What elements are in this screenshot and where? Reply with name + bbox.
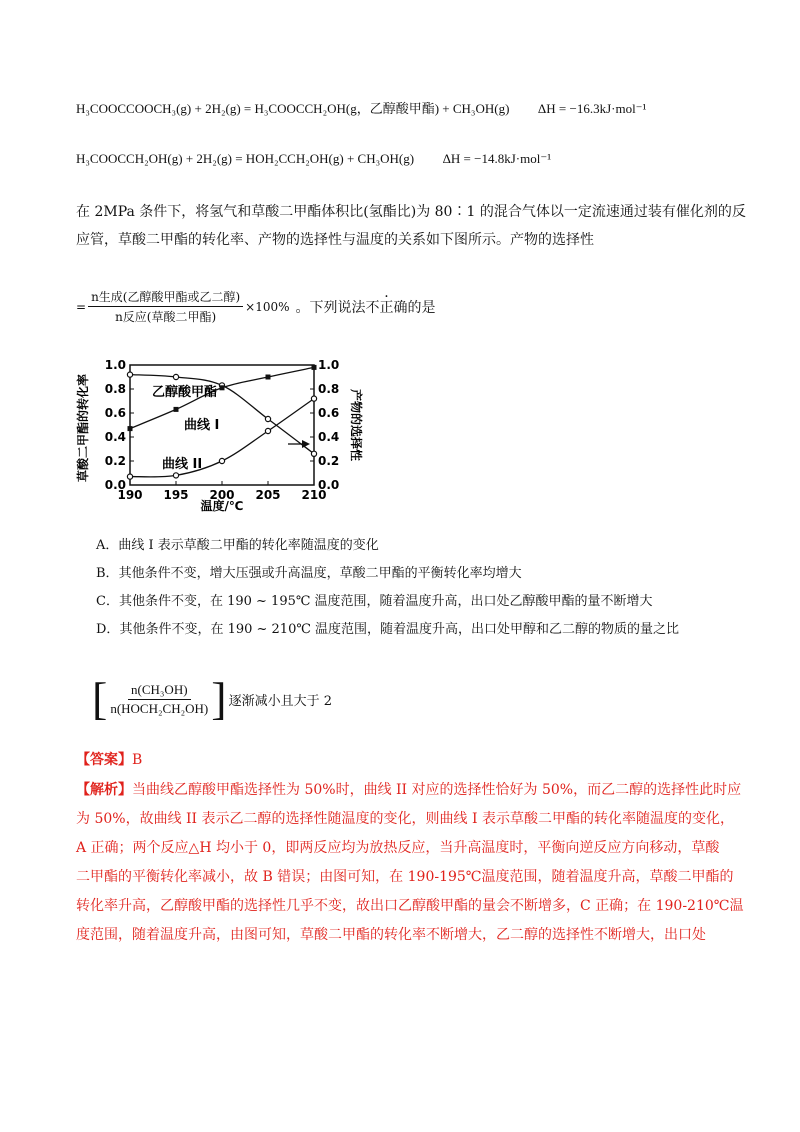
ratio-denominator: n(HOCH₂CH₂OH) — [110, 700, 209, 716]
right-axis-arrow — [288, 440, 310, 448]
equation-1-body: H₃COOCCOOCH₃(g) + 2H₂(g) = H₃COOCCH₂OH(g，乙醇酸甲酯) + CH₃OH(g) — [76, 101, 510, 116]
option-c-text: 其他条件不变，在 190 ~ 195℃ 温度范围，随着温度升高，出口处乙醇酸甲酯的量不断增大 — [118, 594, 653, 609]
left-tick-label: 1.0 — [104, 358, 126, 372]
intro-line-1: 在 2MPa 条件下，将氢气和草酸二甲酯体积比(氢酯比)为 80∶1 的混合气体以一定流速通过装有催化剂的反 — [76, 204, 746, 220]
option-c-letter: C． — [96, 594, 119, 609]
x-tick-label: 195 — [163, 488, 189, 502]
data-point-square — [128, 426, 133, 431]
formula-fraction — [88, 288, 243, 325]
ratio-trailing-text: 逐渐减小且大于 2 — [228, 693, 332, 709]
option-a-text: 曲线 I 表示草酸二甲酯的转化率随温度的变化 — [118, 538, 379, 553]
left-tick-label: 0.6 — [104, 406, 126, 420]
right-tick-label: 0.8 — [318, 382, 340, 396]
series-label-curve-2: 曲线 II — [162, 457, 203, 472]
data-point-circle — [173, 374, 178, 379]
right-tick-label: 1.0 — [318, 358, 340, 372]
option-c[interactable] — [96, 590, 679, 618]
formula-denominator: n反应(草酸二甲酯) — [115, 310, 217, 324]
data-point-circle — [127, 474, 132, 479]
data-point-square — [220, 385, 225, 390]
equation-2 — [76, 151, 551, 167]
right-tick-label: 0.0 — [318, 478, 340, 492]
question-suffix: 的是 — [407, 299, 436, 316]
x-tick-label: 205 — [255, 488, 281, 502]
right-bracket: ] — [211, 673, 227, 724]
analysis-line-5: 转化率升高，乙醇酸甲酯的选择性几乎不变，故出口乙醇酸甲酯的量会不断增多，C 正确；在 190-210℃温 — [76, 898, 744, 914]
options-list — [96, 534, 679, 646]
left-tick-label: 0.4 — [104, 430, 126, 444]
option-a[interactable] — [96, 534, 679, 562]
option-d-text: 其他条件不变，在 190 ~ 210℃ 温度范围，随着温度升高，出口处甲醇和乙二醇的物质的量之比 — [119, 622, 680, 637]
question-prefix: 。下列说法 — [295, 299, 366, 316]
data-point-circle — [265, 416, 270, 421]
right-tick-label: 0.2 — [318, 454, 340, 468]
option-d[interactable] — [96, 618, 679, 646]
analysis-tag: 【解析】 — [76, 782, 132, 798]
option-b-letter: B． — [96, 566, 119, 581]
formula-numerator: n生成(乙醇酸甲酯或乙二醇) — [88, 288, 243, 307]
option-b-text: 其他条件不变，增大压强或升高温度，草酸二甲酯的平衡转化率均增大 — [118, 566, 522, 581]
data-point-circle — [127, 372, 132, 377]
x-tick-label: 210 — [301, 488, 327, 502]
question-emphasis: 不正确 — [365, 299, 408, 316]
answer-value: B — [132, 752, 143, 768]
ratio-expression — [92, 673, 332, 724]
data-point-circle — [265, 428, 270, 433]
data-point-circle — [173, 473, 178, 478]
right-axis-label: 产物的选择性 — [349, 388, 363, 462]
ratio-fraction — [107, 682, 211, 717]
answer-line — [76, 746, 142, 775]
data-point-square — [266, 375, 271, 380]
analysis-line-6: 度范围，随着温度升高，由图可知，草酸二甲酯的转化率不断增大，乙二醇的选择性不断增大，出口处 — [76, 927, 706, 943]
formula-multiplier: ×100% — [245, 299, 290, 314]
data-point-square — [174, 407, 179, 412]
series-markers — [127, 365, 316, 479]
series-label-curve-1: 曲线 I — [184, 418, 220, 433]
conversion-selectivity-chart — [76, 355, 363, 515]
intro-paragraph — [76, 198, 746, 254]
equation-1-enthalpy: ΔH = −16.3kJ·mol⁻¹ — [537, 101, 647, 116]
analysis-line-2: 为 50%，故曲线 II 表示乙二醇的选择性随温度的变化，则曲线 I 表示草酸二甲酯的转化率随温度的变化， — [76, 811, 734, 827]
series-label-ester: 乙醇酸甲酯 — [152, 385, 218, 400]
selectivity-formula — [76, 288, 436, 325]
ratio-numerator: n(CH₃OH) — [128, 682, 191, 700]
left-tick-label: 0.8 — [104, 382, 126, 396]
analysis-text-1: 当曲线乙醇酸甲酯选择性为 50%时，曲线 II 对应的选择性恰好为 50%，而乙二醇的选择性此时应 — [132, 782, 742, 798]
left-bracket: [ — [92, 673, 108, 724]
right-tick-label: 0.4 — [318, 430, 340, 444]
data-point-circle — [311, 451, 316, 456]
analysis-line-4: 二甲酯的平衡转化率减小，故 B 错误；由图可知，在 190-195℃温度范围，随着温度升高，草酸二甲酯的 — [76, 869, 734, 885]
equation-2-body: H₃COOCCH₂OH(g) + 2H₂(g) = HOH₂CCH₂OH(g) + CH₃OH(g) — [76, 151, 415, 166]
option-b[interactable] — [96, 562, 679, 590]
answer-tag: 【答案】 — [76, 752, 132, 768]
right-tick-label: 0.6 — [318, 406, 340, 420]
x-tick-label: 190 — [117, 488, 143, 502]
intro-line-2: 应管，草酸二甲酯的转化率、产物的选择性与温度的关系如下图所示。产物的选择性 — [76, 232, 594, 248]
option-d-letter: D． — [96, 622, 120, 637]
formula-equals: = — [76, 299, 87, 314]
left-axis-label: 草酸二甲酯的转化率 — [76, 373, 90, 483]
equation-1 — [76, 98, 646, 117]
question-stem — [296, 297, 436, 317]
analysis-line-3: A 正确；两个反应△H 均小于 0，即两反应均为放热反应，当升高温度时，平衡向逆反应方向移动，草酸 — [76, 840, 720, 856]
left-tick-label: 0.2 — [104, 454, 126, 468]
left-tick-label: 0.0 — [104, 478, 126, 492]
data-point-circle — [311, 396, 316, 401]
series-line-3 — [130, 399, 314, 477]
data-point-circle — [219, 458, 224, 463]
equation-2-enthalpy: ΔH = −14.8kJ·mol⁻¹ — [442, 151, 552, 166]
data-point-square — [312, 365, 317, 370]
analysis-block — [76, 776, 744, 950]
x-tick-label: 200 — [209, 488, 235, 502]
analysis-line-1 — [76, 776, 742, 805]
x-axis-label: 温度/℃ — [200, 499, 244, 513]
option-a-letter: A． — [96, 538, 119, 553]
